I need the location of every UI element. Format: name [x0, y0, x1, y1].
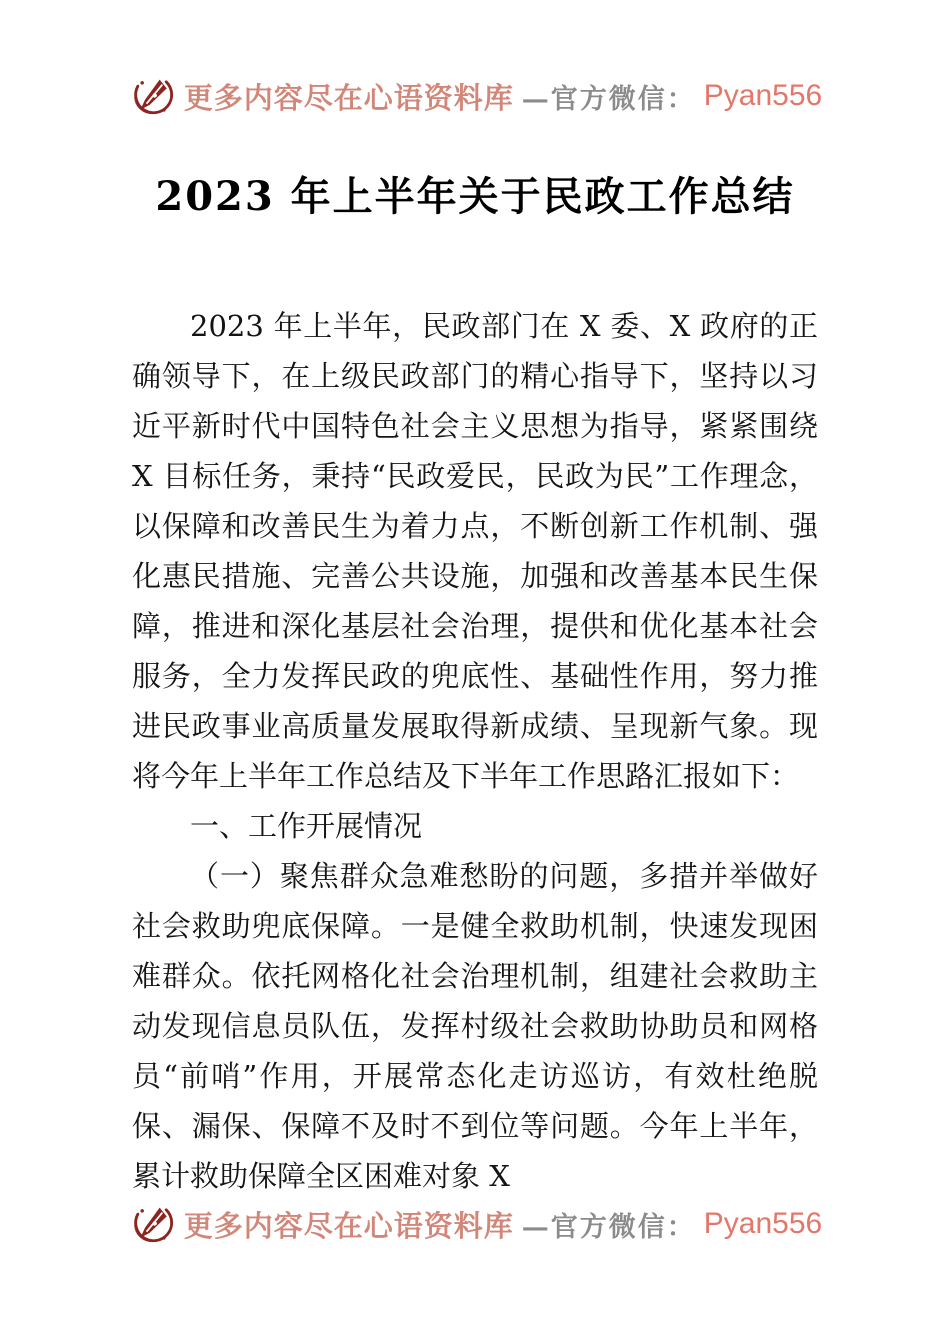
header-wechat-id: Pyan556	[703, 79, 823, 112]
header-wechat-label: —官方微信：	[521, 83, 696, 115]
pen-circle-logo-icon	[128, 72, 176, 120]
paragraph-intro: 2023 年上半年，民政部门在 X 委、X 政府的正确领导下，在上级民政部门的精心指导下，坚持以习近平新时代中国特色社会主义思想为指导，紧紧围绕 X 目标任务，秉持“民政爱民，民政为民”工作理念，以保障和改善民生为着力点，不断创新工作机制、强化惠民措施、完善公共设施，加强和改善基本民生保障，推进和深化基层社会治理，提供和优化基本社会服务，全力发挥民政的兜底性、基础性作用，努力推进民政事业高质量发展取得新成绩、呈现新气象。现将今年上半年工作总结及下半年工作思路汇报如下：	[132, 309, 818, 793]
document-body	[132, 301, 818, 1201]
header-brand-text: 更多内容尽在心语资料库	[183, 80, 514, 115]
footer-wechat-id: Pyan556	[703, 1207, 823, 1240]
pen-circle-logo-icon	[128, 1200, 176, 1248]
document-title: 2023 年上半年关于民政工作总结	[155, 173, 795, 220]
footer-brand-text: 更多内容尽在心语资料库	[183, 1208, 514, 1243]
paragraph-section-1-1: （一）聚焦群众急难愁盼的问题，多措并举做好社会救助兜底保障。一是健全救助机制，快速发现困难群众。依托网格化社会治理机制，组建社会救助主动发现信息员队伍，发挥村级社会救助协助员和网格员“前哨”作用，开展常态化走访巡访，有效杜绝脱保、漏保、保障不及时不到位等问题。今年上半年，累计救助保障全区困难对象 X	[132, 859, 818, 1193]
section-heading-1: 一、工作开展情况	[190, 809, 423, 843]
footer-wechat-label: —官方微信：	[521, 1211, 696, 1243]
header-watermark	[0, 72, 950, 120]
footer-watermark	[0, 1200, 950, 1248]
